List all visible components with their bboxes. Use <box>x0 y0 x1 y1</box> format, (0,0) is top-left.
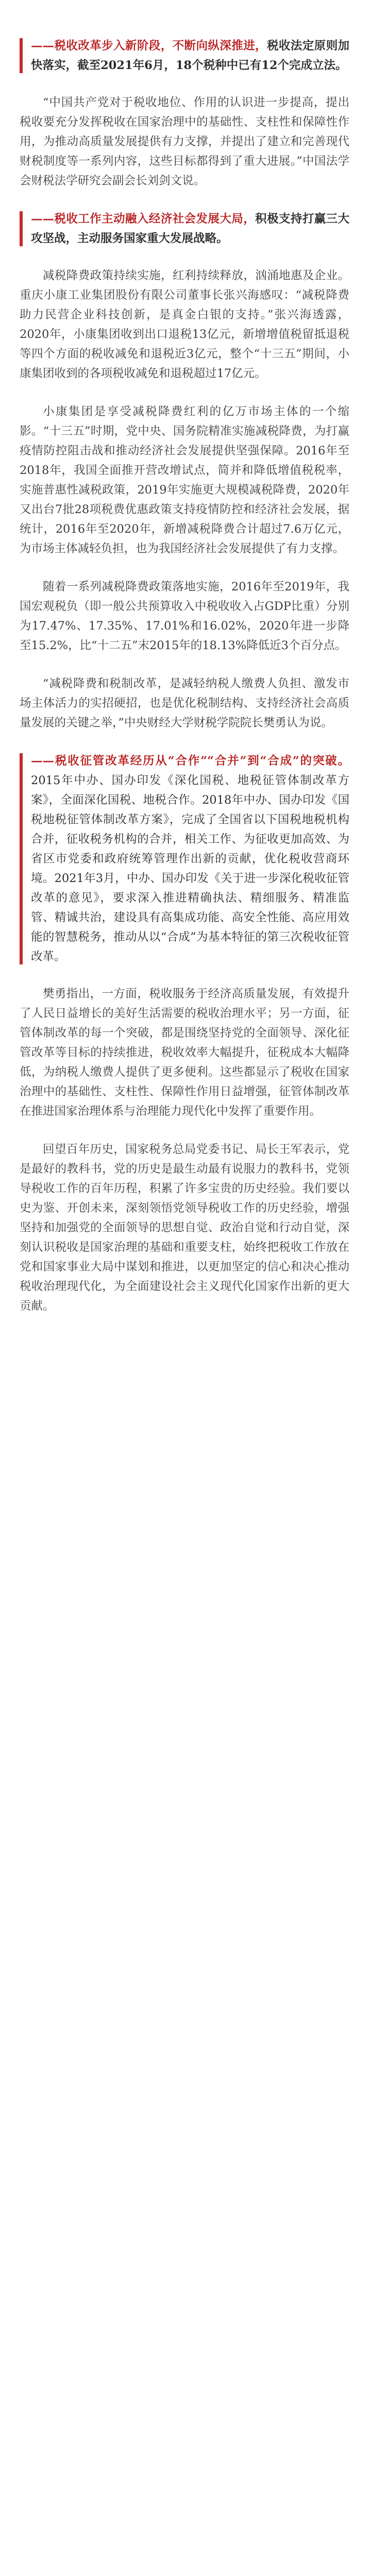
section-highlight-text <box>31 751 349 967</box>
body-paragraph-3: 小康集团是享受减税降费红利的亿万市场主体的一个缩影。“十三五”时期，党中央、国务院精准实施减税降费，为打赢疫情防控阻击战和推动经济社会发展提供坚强保障。2016年至2018年，我国全面推开营改增试点，简并和降低增值税税率，实施普惠性减税政策，2019年实施更大规模减税降费，2020年又出台7批28项税费优惠政策支持疫情防控和经济社会发展，据统计，2016年至2020年，新增减税降费合计超过7.6万亿元，为市场主体减轻负担，也为我国经济社会发展提供了有力支撑。 <box>20 405 349 555</box>
article <box>20 36 349 1334</box>
body-paragraph-6: 樊勇指出，一方面，税收服务于经济高质量发展，有效提升了人民日益增长的美好生活需要的税收治理水平；另一方面，征管体制改革的每一个突破，都是围绕坚持党的全面领导、深化征管改革等目标的持续推进，税收效率大幅提升，征税成本大幅降低，为纳税人缴费人提供了更多便利。这些都显示了税收在国家治理中的基础性、支柱性、保障性作用日益增强，征管体制改革在推进国家治理体系与治理能力现代化中发挥了重要作用。 <box>20 987 349 1118</box>
body-paragraph-2: 减税降费政策持续实施，红利持续释放，汹涌地惠及企业。重庆小康工业集团股份有限公司董事长张兴海感叹：“减税降费助力民营企业科技创新，是真金白银的支持。”张兴海透露，2020年，小康集团收到出口退税13亿元，新增增值税留抵退税等四个方面的税收减免和退税近3亿元，整个“十三五”期间，小康集团收到的各项税收减免和退税超过17亿元。 <box>20 269 349 380</box>
section-highlight-3 <box>20 751 349 967</box>
body-paragraph-5: “减税降费和税制改革，是减轻纳税人缴费人负担、激发市场主体活力的实招硬招，也是优化税制结构、支持经济社会高质量发展的关键之举，”中央财经大学财税学院院长樊勇认为说。 <box>20 677 349 730</box>
section-highlight-1 <box>20 36 349 75</box>
section-highlight-lead: ——税收征管改革经历从“合作”“合并”到“合成”的突破。 <box>31 754 349 768</box>
body-paragraph-7: 回望百年历史，国家税务总局党委书记、局长王军表示，党是最好的教科书，党的历史是最生动最有说服力的教科书，党领导税收工作的百年历程，积累了许多宝贵的历史经验。我们要以史为鉴、开创未来，深刻领悟党领导税收工作的历史经验，增强坚持和加强党的全面领导的思想自觉、政治自觉和行动自觉，深刻认识税收是国家治理的基础和重要支柱，始终把税收工作放在党和国家事业大局中谋划和推进，以更加坚定的信心和决心推动税收治理现代化，为全面建设社会主义现代化国家作出新的更大贡献。 <box>20 1143 349 1313</box>
body-paragraph-4: 随着一系列减税降费政策落地实施，2016年至2019年，我国宏观税负（即一般公共预算收入中税收收入占GDP比重）分别为17.47%、17.35%、17.01%和16.02%，2020年进一步降至15.2%，比“十二五”末2015年的18.13%降低近3个百分点。 <box>20 580 349 652</box>
section-highlight-2 <box>20 209 349 248</box>
section-highlight-rest: 积极支持打赢三大攻坚战，主动服务国家重大发展战略。 <box>31 212 349 245</box>
section-highlight-text <box>31 36 349 75</box>
section-highlight-lead: ——税收工作主动融入经济社会发展大局， <box>31 212 256 226</box>
body-paragraph-1: “中国共产党对于税收地位、作用的认识进一步提高，提出税收要充分发挥税收在国家治理中的基础性、支柱性和保障性作用，为推动高质量发展提供有力支撑，并提出了建立和完善现代财税制度等一系列内容，这些目标都得到了重大进展。”中国法学会财税法学研究会副会长刘剑文说。 <box>20 96 349 188</box>
section-highlight-rest: 2015年中办、国办印发《深化国税、地税征管体制改革方案》，全面深化国税、地税合作。2018年中办、国办印发《国税地税征管体制改革方案》，完成了全国省以下国税地税机构合并，征收税务机构的合并，相关工作、为征收更加高效、为省区市党委和政府统筹管理作出新的贡献，优化税收营商环境。2021年3月，中办、国办印发《关于进一步深化税收征管改革的意见》，要求深入推进精确执法、精细服务、精准监管、精诚共治，建设具有高集成功能、高安全性能、高应用效能的智慧税务，推动从以“合成”为基本特征的第三次税收征管改革。 <box>31 774 349 963</box>
section-highlight-lead: ——税收改革步入新阶段，不断向纵深推进， <box>31 39 267 53</box>
section-highlight-rest: 税收法定原则加快落实，截至2021年6月，18个税种中已有12个完成立法。 <box>31 39 349 72</box>
section-highlight-text <box>31 209 349 248</box>
